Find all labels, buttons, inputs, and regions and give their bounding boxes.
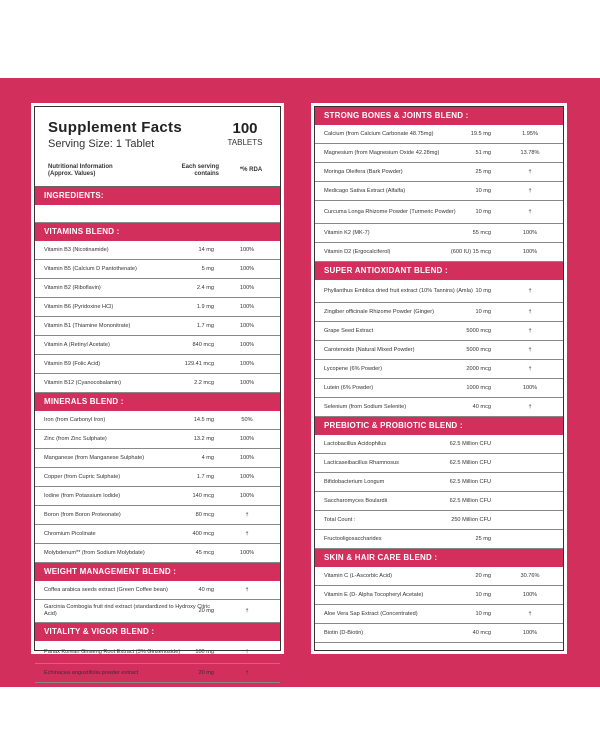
ingredient-row	[315, 624, 563, 643]
ingredient-name: Zinc (from Zinc Sulphate)	[44, 435, 107, 442]
ingredient-row	[315, 398, 563, 417]
ingredient-amount: 10 mg	[475, 309, 491, 315]
ingredient-amount: 5 mg	[201, 266, 214, 272]
ingredient-amount: 80 mcg	[195, 512, 214, 518]
ingredient-name: Vitamin D2 (Ergocalciferol)	[324, 248, 391, 255]
ingredient-amount: 62.5 Million CFU	[449, 479, 491, 485]
ingredient-name: Moringa Oleifera (Bark Powder)	[324, 168, 403, 175]
section-heading: PREBIOTIC & PROBIOTIC BLEND :	[315, 417, 563, 435]
ingredient-name: Carotenoids (Natural Mixed Powder)	[324, 346, 415, 353]
ingredient-rda: †	[528, 288, 532, 294]
ingredient-amount: 4 mg	[201, 455, 214, 461]
ingredient-name: Vitamin B1 (Thiamine Mononitrate)	[44, 322, 131, 329]
ingredient-name: Copper (from Cupric Sulphate)	[44, 473, 121, 480]
ingredient-amount: 40 mcg	[472, 404, 491, 410]
blank-row	[35, 205, 280, 223]
ingredient-row	[315, 492, 563, 511]
ingredient-rda: 100%	[239, 323, 255, 329]
ingredient-amount: 2.2 mcg	[194, 380, 214, 386]
ingredient-name: Selenium (from Sodium Selenite)	[324, 403, 407, 410]
ingredient-rda: †	[528, 347, 532, 353]
ingredient-rda: 100%	[239, 342, 255, 348]
ingredient-rda: †	[245, 587, 249, 593]
ingredient-amount: 5000 mcg	[466, 347, 491, 353]
panel-right-border	[314, 106, 564, 651]
section-heading: VITALITY & VIGOR BLEND :	[35, 623, 280, 641]
left-sections	[35, 187, 280, 683]
ingredient-row	[315, 605, 563, 624]
section-heading: MINERALS BLEND :	[35, 393, 280, 411]
ingredient-amount: 25 mg	[475, 536, 491, 542]
ingredient-rda: 100%	[522, 630, 538, 636]
ingredient-amount: 40 mcg	[472, 630, 491, 636]
ingredient-name: Bifidobacterium Longum	[324, 478, 385, 485]
ingredient-rda: 100%	[239, 455, 255, 461]
ingredient-row	[35, 241, 280, 260]
ingredient-name: Curcuma Longa Rhizome Powder (Turmeric Powder)	[324, 208, 456, 215]
ingredient-rda: †	[245, 670, 249, 676]
ingredient-amount: 62.5 Million CFU	[449, 498, 491, 504]
ingredient-row	[315, 201, 563, 224]
ingredient-row	[35, 430, 280, 449]
ingredient-name: Garcinia Combogia fruit rind extract (standardized to Hydroxy Citric Acid)	[44, 604, 211, 617]
ingredient-name: Iron (from Carbonyl Iron)	[44, 416, 106, 423]
ingredient-name: Panax Korean Ginseng Root Extract (3% Ginsenoside)	[44, 648, 181, 655]
ingredient-row	[315, 144, 563, 163]
ingredient-rda: †	[528, 404, 532, 410]
ingredient-row	[35, 581, 280, 600]
nutrition-header: Nutritional Information (Approx. Values)	[48, 164, 113, 177]
ingredient-rda	[505, 530, 555, 548]
each-serving-header: Each serving contains	[181, 164, 219, 177]
ingredient-name: Echinacea angustifolia powder extract	[44, 669, 139, 676]
section-heading: STRONG BONES & JOINTS BLEND :	[315, 107, 563, 125]
ingredient-row	[315, 163, 563, 182]
ingredient-name: Fructooligosaccharides	[324, 535, 382, 542]
ingredient-row	[315, 473, 563, 492]
serving-size: Serving Size: 1 Tablet	[48, 138, 155, 150]
ingredient-row	[35, 449, 280, 468]
ingredient-row	[35, 468, 280, 487]
section-heading: SKIN & HAIR CARE BLEND :	[315, 549, 563, 567]
ingredient-rda: 100%	[522, 385, 538, 391]
ingredient-row	[35, 664, 280, 683]
ingredient-rda: 13.78%	[520, 150, 540, 156]
ingredient-row	[35, 355, 280, 374]
ingredient-amount: 10 mg	[475, 611, 491, 617]
ingredient-name: Molybdenum** (from Sodium Molybdate)	[44, 549, 145, 556]
tablet-unit: TABLETS	[227, 138, 263, 147]
ingredient-amount: 5000 mcg	[466, 328, 491, 334]
section-heading: SUPER ANTIOXIDANT BLEND :	[315, 262, 563, 280]
ingredient-row	[35, 487, 280, 506]
ingredient-amount: 10 mg	[475, 188, 491, 194]
ingredient-row	[35, 411, 280, 430]
ingredient-name: Lacticaseibacillus Rhamnosus	[324, 459, 399, 466]
ingredient-rda: †	[245, 512, 249, 518]
ingredient-rda	[505, 435, 555, 453]
ingredient-row	[315, 586, 563, 605]
ingredient-amount: 14 mg	[198, 247, 214, 253]
ingredient-name: Vitamin E (D- Alpha Tocopheryl Acetate)	[324, 591, 424, 598]
ingredient-amount: 400 mcg	[192, 531, 214, 537]
ingredient-rda: †	[245, 531, 249, 537]
ingredient-amount: 840 mcg	[192, 342, 214, 348]
ingredient-name: Vitamin B6 (Pyridoxine HCl)	[44, 303, 114, 310]
ingredient-amount: 51 mg	[475, 150, 491, 156]
ingredient-row	[35, 641, 280, 664]
ingredient-name: Chromium Picolinate	[44, 530, 96, 537]
ingredient-amount: (600 IU) 15 mcg	[450, 249, 491, 255]
right-sections	[315, 107, 563, 643]
ingredient-amount: 55 mcg	[472, 230, 491, 236]
ingredient-row	[35, 336, 280, 355]
ingredient-amount: 2.4 mg	[196, 285, 214, 291]
ingredient-name: Medicago Sativa Extract (Alfalfa)	[324, 187, 406, 194]
ingredient-rda: †	[528, 328, 532, 334]
ingredient-rda: †	[245, 608, 249, 614]
ingredient-amount: 62.5 Million CFU	[449, 460, 491, 466]
ingredient-amount: 1.7 mg	[196, 474, 214, 480]
ingredient-amount: 140 mcg	[192, 493, 214, 499]
supplement-facts-panel-right	[311, 103, 567, 654]
ingredient-name: Vitamin B5 (Calcium D Pantothenate)	[44, 265, 137, 272]
ingredient-rda: 100%	[239, 550, 255, 556]
ingredient-row	[35, 317, 280, 336]
ingredient-row	[35, 374, 280, 393]
ingredient-rda: 100%	[522, 249, 538, 255]
ingredient-rda: 100%	[239, 361, 255, 367]
ingredient-amount: 62.5 Million CFU	[449, 441, 491, 447]
ingredient-row	[315, 280, 563, 303]
ingredient-amount: 14.5 mg	[193, 417, 214, 423]
ingredient-rda	[505, 511, 555, 529]
ingredient-rda: 30.76%	[520, 573, 540, 579]
ingredient-rda: 100%	[239, 285, 255, 291]
ingredient-rda: 50%	[241, 417, 253, 423]
ingredient-name: Lycopene (6% Powder)	[324, 365, 382, 372]
ingredient-rda: †	[528, 188, 532, 194]
facts-title: Supplement Facts	[48, 119, 182, 136]
ingredient-name: Lutein (6% Powder)	[324, 384, 374, 391]
ingredient-row	[315, 511, 563, 530]
ingredient-rda: †	[245, 649, 249, 655]
section-heading: VITAMINS BLEND :	[35, 223, 280, 241]
ingredient-name: Vitamin B9 (Folic Acid)	[44, 360, 101, 367]
ingredient-row	[315, 530, 563, 549]
ingredient-row	[35, 279, 280, 298]
ingredient-amount: 13.2 mg	[193, 436, 214, 442]
ingredient-name: Coffea arabica seeds extract (Green Coffee bean)	[44, 586, 168, 593]
ingredient-row	[35, 506, 280, 525]
ingredient-amount: 1.9 mg	[196, 304, 214, 310]
ingredient-name: Boron (from Boron Proteonate)	[44, 511, 121, 518]
section-heading: WEIGHT MANAGEMENT BLEND :	[35, 563, 280, 581]
supplement-facts-panel-left	[31, 103, 284, 676]
ingredient-name: Vitamin C (L-Ascorbic Acid)	[324, 572, 392, 579]
ingredient-amount: 40 mg	[198, 587, 214, 593]
ingredient-row	[35, 298, 280, 317]
ingredient-name: Vitamin B3 (Nicotinamide)	[44, 246, 109, 253]
ingredient-name: Vitamin K2 (MK-7)	[324, 229, 370, 236]
ingredient-amount: 100 mg	[195, 649, 214, 655]
rda-header: *% RDA	[239, 167, 263, 173]
ingredient-name: Grape Seed Extract	[324, 327, 374, 334]
ingredient-name: Iodine (from Potassium Iodide)	[44, 492, 121, 499]
ingredient-amount: 1.7 mg	[196, 323, 214, 329]
ingredient-amount: 19.5 mg	[470, 131, 491, 137]
ingredient-row	[315, 322, 563, 341]
ingredient-rda: 100%	[239, 493, 255, 499]
ingredient-amount: 25 mg	[475, 169, 491, 175]
ingredient-row	[35, 544, 280, 563]
ingredient-amount: 1000 mcg	[466, 385, 491, 391]
ingredient-row	[35, 260, 280, 279]
ingredient-row	[315, 303, 563, 322]
ingredient-name: Vitamin B2 (Riboflavin)	[44, 284, 101, 291]
ingredient-rda: 100%	[239, 380, 255, 386]
ingredient-rda: 100%	[522, 592, 538, 598]
ingredient-rda: 100%	[522, 230, 538, 236]
ingredient-name: Vitamin A (Retinyl Acetate)	[44, 341, 110, 348]
ingredient-rda: 100%	[239, 304, 255, 310]
ingredient-rda: 100%	[239, 266, 255, 272]
ingredient-name: Manganese (from Manganese Sulphate)	[44, 454, 145, 461]
ingredient-row	[35, 525, 280, 544]
ingredient-name: Calcium (from Calcium Carbonate 48.75mg)	[324, 130, 434, 137]
ingredient-name: Zingiber officinale Rhizome Powder (Ginger)	[324, 308, 434, 315]
ingredient-rda: †	[528, 169, 532, 175]
ingredient-rda: †	[528, 309, 532, 315]
ingredient-amount: 45 mcg	[195, 550, 214, 556]
ingredient-name: Total Count :	[324, 516, 356, 523]
ingredient-rda: †	[528, 209, 532, 215]
ingredient-name: Aloe Vera Sap Extract (Concentrated)	[324, 610, 418, 617]
ingredient-row	[315, 243, 563, 262]
ingredient-row	[315, 341, 563, 360]
ingredient-rda	[505, 473, 555, 491]
ingredient-row	[315, 379, 563, 398]
ingredient-row	[315, 454, 563, 473]
ingredient-row	[315, 435, 563, 454]
ingredient-amount: 20 mg	[198, 670, 214, 676]
ingredient-amount: 250 Million CFU	[451, 517, 491, 523]
ingredient-row	[315, 182, 563, 201]
ingredient-rda: 1.95%	[522, 131, 538, 137]
ingredient-rda: †	[528, 611, 532, 617]
ingredient-name: Vitamin B12 (Cyanocobalamin)	[44, 379, 122, 386]
ingredient-amount: 20 mg	[198, 608, 214, 614]
ingredient-amount: 129.41 mcg	[184, 361, 214, 367]
ingredient-amount: 20 mg	[475, 573, 491, 579]
ingredient-rda: 100%	[239, 247, 255, 253]
ingredient-amount: 10 mg	[475, 209, 491, 215]
tablet-count: 100	[232, 120, 258, 137]
ingredient-name: Biotin (D-Biotin)	[324, 629, 364, 636]
ingredient-name: Magnesium (from Magnesium Oxide 42.28mg)	[324, 149, 440, 156]
ingredient-row	[315, 125, 563, 144]
ingredient-rda: †	[528, 366, 532, 372]
ingredient-rda	[505, 454, 555, 472]
ingredient-row	[315, 360, 563, 379]
ingredient-amount: 10 mg	[475, 592, 491, 598]
ingredient-name: Saccharomyces Boulardii	[324, 497, 388, 504]
ingredient-rda: 100%	[239, 474, 255, 480]
ingredient-amount: 2000 mcg	[466, 366, 491, 372]
panel-left-border	[34, 106, 281, 676]
ingredient-name: Phyllanthus Emblica dried fruit extract (10% Tannins) (Amla)	[324, 287, 473, 294]
ingredient-rda: 100%	[239, 436, 255, 442]
ingredient-name: Lactobacillus Acidophilus	[324, 440, 387, 447]
ingredient-row	[35, 600, 280, 623]
ingredient-row	[315, 224, 563, 243]
ingredient-row	[315, 567, 563, 586]
ingredient-amount: 10 mg	[475, 288, 491, 294]
ingredient-rda	[505, 492, 555, 510]
section-heading: INGREDIENTS:	[35, 187, 280, 205]
facts-title-block	[35, 107, 280, 187]
